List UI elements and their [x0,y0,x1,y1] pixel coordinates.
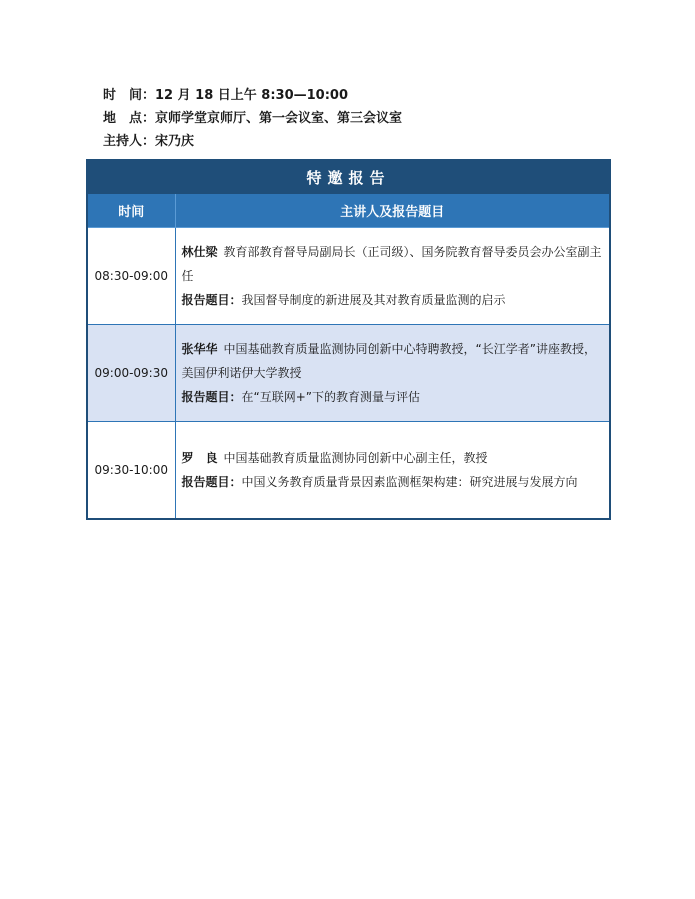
topic-text: 我国督导制度的新进展及其对教育质量监测的启示 [241,293,506,307]
time-label: 时 间： [103,88,156,103]
topic-text: 中国义务教育质量背景因素监测框架构建：研究进展与发展方向 [241,475,578,489]
topic-label: 报告题目： [181,390,242,404]
speaker-name: 罗 良 [181,451,218,465]
time-value: 12 月 18 日上午 8:30—10:00 [155,88,349,103]
topic-label: 报告题目： [181,475,242,489]
speaker-title: 中国基础教育质量监测协同创新中心特聘教授，“长江学者”讲座教授，美国伊利诺伊大学教授 [181,342,596,380]
host-line [103,130,402,153]
speaker-line [182,446,606,470]
venue-line [103,107,402,130]
topic-line [182,288,606,312]
table-row [87,325,610,422]
host-value: 宋乃庆 [155,134,195,149]
time-line [103,84,402,107]
table-row [87,228,610,325]
event-info [103,84,402,153]
table-banner: 特邀报告 [87,160,610,194]
row-content [175,325,610,422]
row-time: 09:00-09:30 [87,325,175,422]
speaker-name: 林仕梁 [181,245,218,259]
host-label: 主持人： [103,134,156,149]
table-row [87,422,610,520]
row-content [175,228,610,325]
topic-text: 在“互联网+”下的教育测量与评估 [241,390,421,404]
row-time: 09:30-10:00 [87,422,175,520]
speaker-line [182,240,606,288]
speaker-title: 教育部教育督导局副局长（正司级）、国务院教育督导委员会办公室副主任 [181,245,602,283]
topic-label: 报告题目： [181,293,242,307]
topic-line [182,385,606,409]
header-time: 时间 [87,194,175,228]
row-time: 08:30-09:00 [87,228,175,325]
venue-value: 京师学堂京师厅、第一会议室、第三会议室 [155,111,403,126]
row-content [175,422,610,520]
speaker-name: 张华华 [181,342,218,356]
table-header-row [87,194,610,228]
schedule-table [86,159,611,520]
venue-label: 地 点： [103,111,156,126]
speaker-line [182,337,606,385]
header-speaker-topic: 主讲人及报告题目 [175,194,610,228]
table-banner-row [87,160,610,194]
speaker-title: 中国基础教育质量监测协同创新中心副主任，教授 [223,451,488,465]
topic-line [182,470,606,494]
